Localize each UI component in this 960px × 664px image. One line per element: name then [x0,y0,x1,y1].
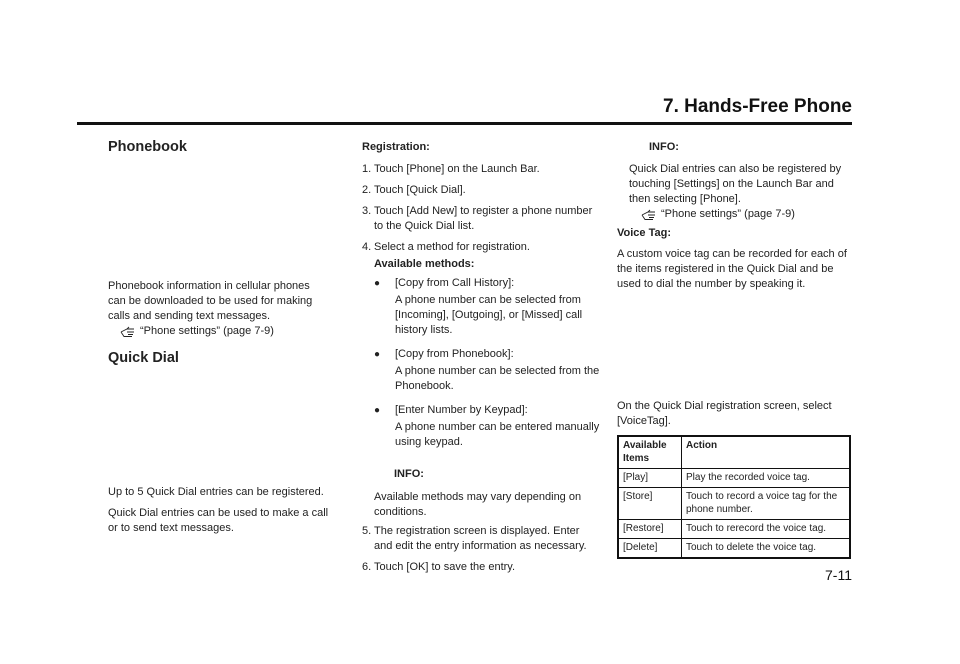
method-desc: A phone number can be entered manually using keypad. [395,421,600,448]
table-row [618,520,850,539]
chapter-title: 7. Hands-Free Phone [663,96,852,117]
table-row [618,539,850,559]
bullet-icon: ● [374,278,381,289]
table-header: Available Items [618,436,682,469]
step-text: Touch [Add New] to register a phone number to the Quick Dial list. [374,205,593,232]
step-item [362,204,600,234]
bullet-icon: ● [374,405,381,416]
section-title-quick-dial: Quick Dial [108,350,179,366]
table-cell: [Play] [618,469,682,488]
step-text: Touch [Quick Dial]. [374,184,466,196]
voice-tag-table [617,435,851,559]
table-cell: [Store] [618,488,682,520]
step-text: Select a method for registration. [374,241,530,253]
step-item [362,183,600,198]
table-row [618,488,850,520]
quick-dial-text-2: Quick Dial entries can be used to make a call or to send text messages. [108,507,329,534]
registration-steps [362,162,600,255]
section-title-phonebook: Phonebook [108,139,187,155]
voice-tag-title: Voice Tag: [617,227,671,239]
method-item [362,403,600,418]
voice-tag-text: A custom voice tag can be recorded for each of the items registered in the Quick Dial and be used to dial the number by speaking it. [617,248,847,290]
step-number: 3. [362,205,372,217]
step-number: 6. [362,561,372,573]
method-name: [Copy from Call History]: [395,277,515,289]
method-name: [Enter Number by Keypad]: [395,404,528,416]
column-1 [108,140,330,536]
info-reference [617,207,851,222]
registration-steps-continued [362,524,600,575]
table-header-row [618,436,850,469]
step-item [362,240,600,255]
method-item [362,347,600,362]
quick-dial-text-1: Up to 5 Quick Dial entries can be registered. [108,486,324,498]
method-desc: A phone number can be selected from [Incoming], [Outgoing], or [Missed] call history lists. [395,294,583,336]
info-reference-text: “Phone settings” (page 7-9) [661,208,795,220]
voice-tag-screen-text: On the Quick Dial registration screen, select [VoiceTag]. [617,400,832,427]
table-header: Action [682,436,851,469]
pointing-hand-icon [641,209,657,221]
info-text: Quick Dial entries can also be registered by touching [Settings] on the Launch Bar and then selecting [Phone]. [629,163,842,205]
table-cell: [Restore] [618,520,682,539]
table-cell: Touch to record a voice tag for the phone number. [682,488,851,520]
step-number: 2. [362,184,372,196]
bullet-icon: ● [374,349,381,360]
method-name: [Copy from Phonebook]: [395,348,514,360]
step-item [362,560,600,575]
info-text: Available methods may vary depending on conditions. [374,491,582,518]
phonebook-reference [108,324,330,339]
header-rule [77,122,852,125]
step-number: 4. [362,241,372,253]
column-2 [362,140,600,575]
step-text: Touch [Phone] on the Launch Bar. [374,163,540,175]
page-number: 7-11 [825,567,852,583]
methods-title: Available methods: [374,258,475,270]
table-row [618,469,850,488]
phonebook-reference-text: “Phone settings” (page 7-9) [140,325,274,337]
info-title: INFO: [394,468,424,480]
method-item [362,276,600,291]
step-number: 5. [362,525,372,537]
step-text: The registration screen is displayed. Enter and edit the entry information as necessary. [374,525,587,552]
step-text: Touch [OK] to save the entry. [374,561,516,573]
step-item [362,162,600,177]
pointing-hand-icon [120,326,136,338]
step-item [362,524,600,554]
info-title: INFO: [649,141,679,153]
table-cell: Touch to delete the voice tag. [682,539,851,559]
registration-title: Registration: [362,141,430,153]
table-cell: Touch to rerecord the voice tag. [682,520,851,539]
phonebook-text: Phonebook information in cellular phones can be downloaded to be used for making calls and sending text messages. [108,280,313,322]
method-desc: A phone number can be selected from the Phonebook. [395,365,600,392]
column-3 [617,140,851,559]
table-cell: [Delete] [618,539,682,559]
step-number: 1. [362,163,372,175]
table-cell: Play the recorded voice tag. [682,469,851,488]
